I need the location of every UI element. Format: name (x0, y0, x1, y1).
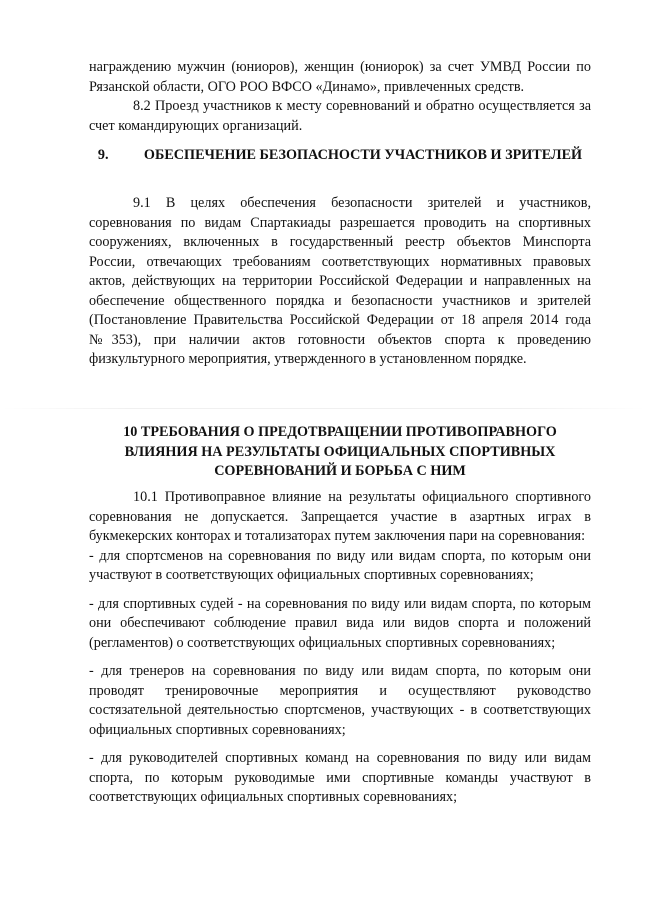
paragraph-8-2-travel: 8.2 Проезд участников к месту соревнований и обратно осуществляется за счет командирующих организаций. (89, 98, 591, 134)
list-item-referees: - для спортивных судей - на соревнования по виду или видам спорта, по которым они обеспечивают соблюдение правил вида или видов спорта и положений (регламентов) о соответствующих официальных спортивных соревнованиях; (89, 595, 591, 651)
section-9-number: 9. (97, 147, 109, 163)
paragraph-10-1-unlawful-influence: 10.1 Противоправное влияние на результаты официального спортивного соревнования не допускается. Запрещается участие в азартных играх в букмекерских конторах и тотализаторах путем заключения пари на соревнования: (89, 489, 591, 544)
section-9-body (89, 194, 591, 370)
section-9-title: ОБЕСПЕЧЕНИЕ БЕЗОПАСНОСТИ УЧАСТНИКОВ И ЗРИТЕЛЕЙ (143, 147, 583, 163)
page-divider (0, 408, 647, 409)
paragraph-prize-funding: награждению мужчин (юниоров), женщин (юниорок) за счет УМВД России по Рязанской области, ОГО РОО ВФСО «Динамо», привлеченных средств. (89, 59, 591, 95)
paragraph-9-1-safety: 9.1 В целях обеспечения безопасности зрителей и участников, соревнования по видам Спартакиады разрешается проводить на спортивных сооружениях, включенных в государственный реестр объектов Минспорта России, отвечающих требованиям соответствующих нормативных правовых актов, действующих на территории Российской Федерации и направленных на обеспечение общественного порядка и безопасности участников и зрителей (Постановление Правительства Российской Федерации от 18 апреля 2014 года №353), при наличии актов готовности объектов спорта к проведению физкультурного мероприятия, утвержденного в установленном порядке. (89, 195, 591, 367)
section-9-heading (89, 146, 591, 166)
top-continuation (89, 58, 591, 136)
list-item-athletes: - для спортсменов на соревнования по виду или видам спорта, по которым они участвуют в соответствующих официальных спортивных соревнованиях; (89, 547, 591, 583)
section-10-title: 10 ТРЕБОВАНИЯ О ПРЕДОТВРАЩЕНИИ ПРОТИВОПРАВНОГО ВЛИЯНИЯ НА РЕЗУЛЬТАТЫ ОФИЦИАЛЬНЫХ СПОРТИВНЫХ СОРЕВНОВАНИЙ И БОРЬБА С НИМ (123, 424, 557, 479)
section-10-body (89, 488, 591, 808)
section-9 (89, 146, 591, 166)
section-10 (89, 423, 591, 482)
list-item-coaches: - для тренеров на соревнования по виду или видам спорта, по которым они проводят тренировочные мероприятия и осуществляют руководство состязательной деятельностью спортсменов, участвующих - в соответствующих официальных спортивных соревнованиях; (89, 663, 591, 738)
list-item-team-leaders: - для руководителей спортивных команд на соревнования по виду или видам спорта, по которым руководимые ими спортивные команды участвуют в соответствующих официальных спортивных соревнованиях; (89, 750, 591, 805)
